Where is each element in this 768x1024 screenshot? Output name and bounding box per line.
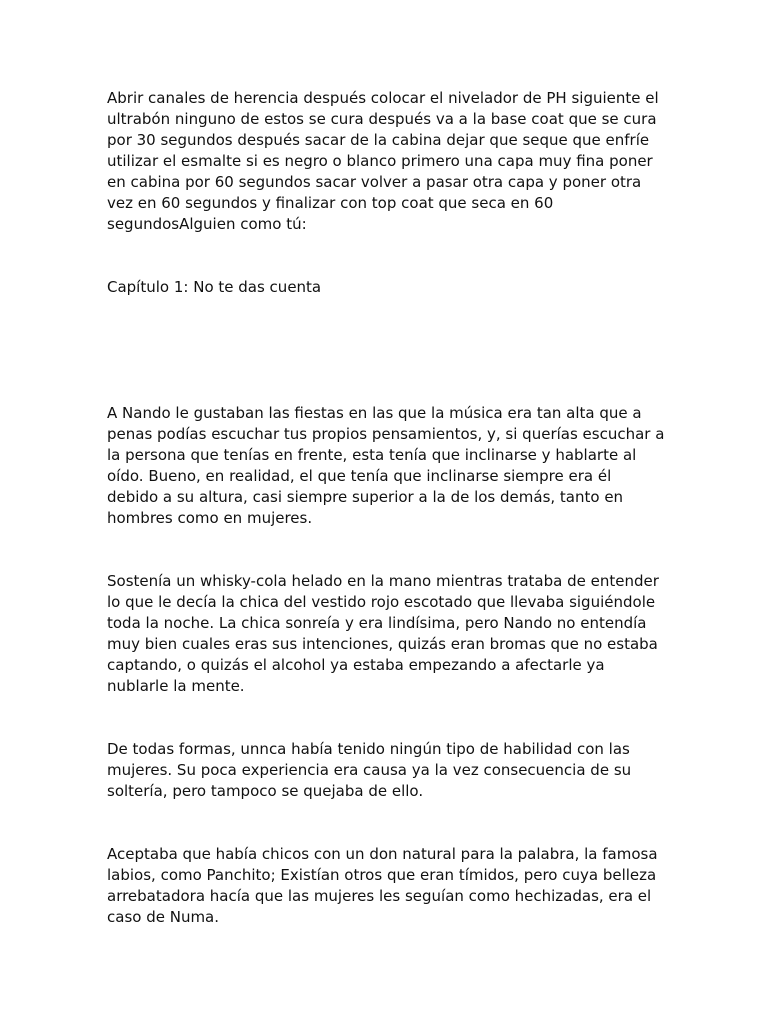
body-paragraph-4: Aceptaba que había chicos con un don natural para la palabra, la famosa labios, como Panchito; Existían otros que eran tímidos, pero cuya belleza arrebatadora hacía que las mujeres les seguían como hechizadas, era el caso de Numa.: [107, 845, 658, 926]
document-page: [107, 88, 667, 928]
body-paragraph-2: Sostenía un whisky-cola helado en la mano mientras trataba de entender lo que le decía la chica del vestido rojo escotado que llevaba siguiéndole toda la noche. La chica sonreía y era lindísima, pero Nando no entendía muy bien cuales eras sus intenciones, quizás eran bromas que no estaba captando, o quizás el alcohol ya estaba empezando a afectarle ya nublarle la mente.: [107, 572, 659, 695]
body-paragraph-3: De todas formas, unnca había tenido ningún tipo de habilidad con las mujeres. Su poca experiencia era causa ya la vez consecuencia de su soltería, pero tampoco se quejaba de ello.: [107, 740, 632, 800]
intro-paragraph: Abrir canales de herencia después colocar el nivelador de PH siguiente el ultrabón ninguno de estos se cura después va a la base coat que se cura por 30 segundos después sacar de la cabina dejar que seque que enfríe utilizar el esmalte si es negro o blanco primero una capa muy fina poner en cabina por 60 segundos sacar volver a pasar otra capa y poner otra vez en 60 segundos y finalizar con top coat que seca en 60 segundosAlguien como tú:: [107, 89, 659, 233]
body-paragraph-1: A Nando le gustaban las fiestas en las que la música era tan alta que a penas podías escuchar tus propios pensamientos, y, si querías escuchar a la persona que tenías en frente, esta tenía que inclinarse y hablarte al oído. Bueno, en realidad, el que tenía que inclinarse siempre era él debido a su altura, casi siempre superior a la de los demás, tanto en hombres como en mujeres.: [107, 404, 665, 527]
chapter-heading: Capítulo 1: No te das cuenta: [107, 278, 322, 296]
